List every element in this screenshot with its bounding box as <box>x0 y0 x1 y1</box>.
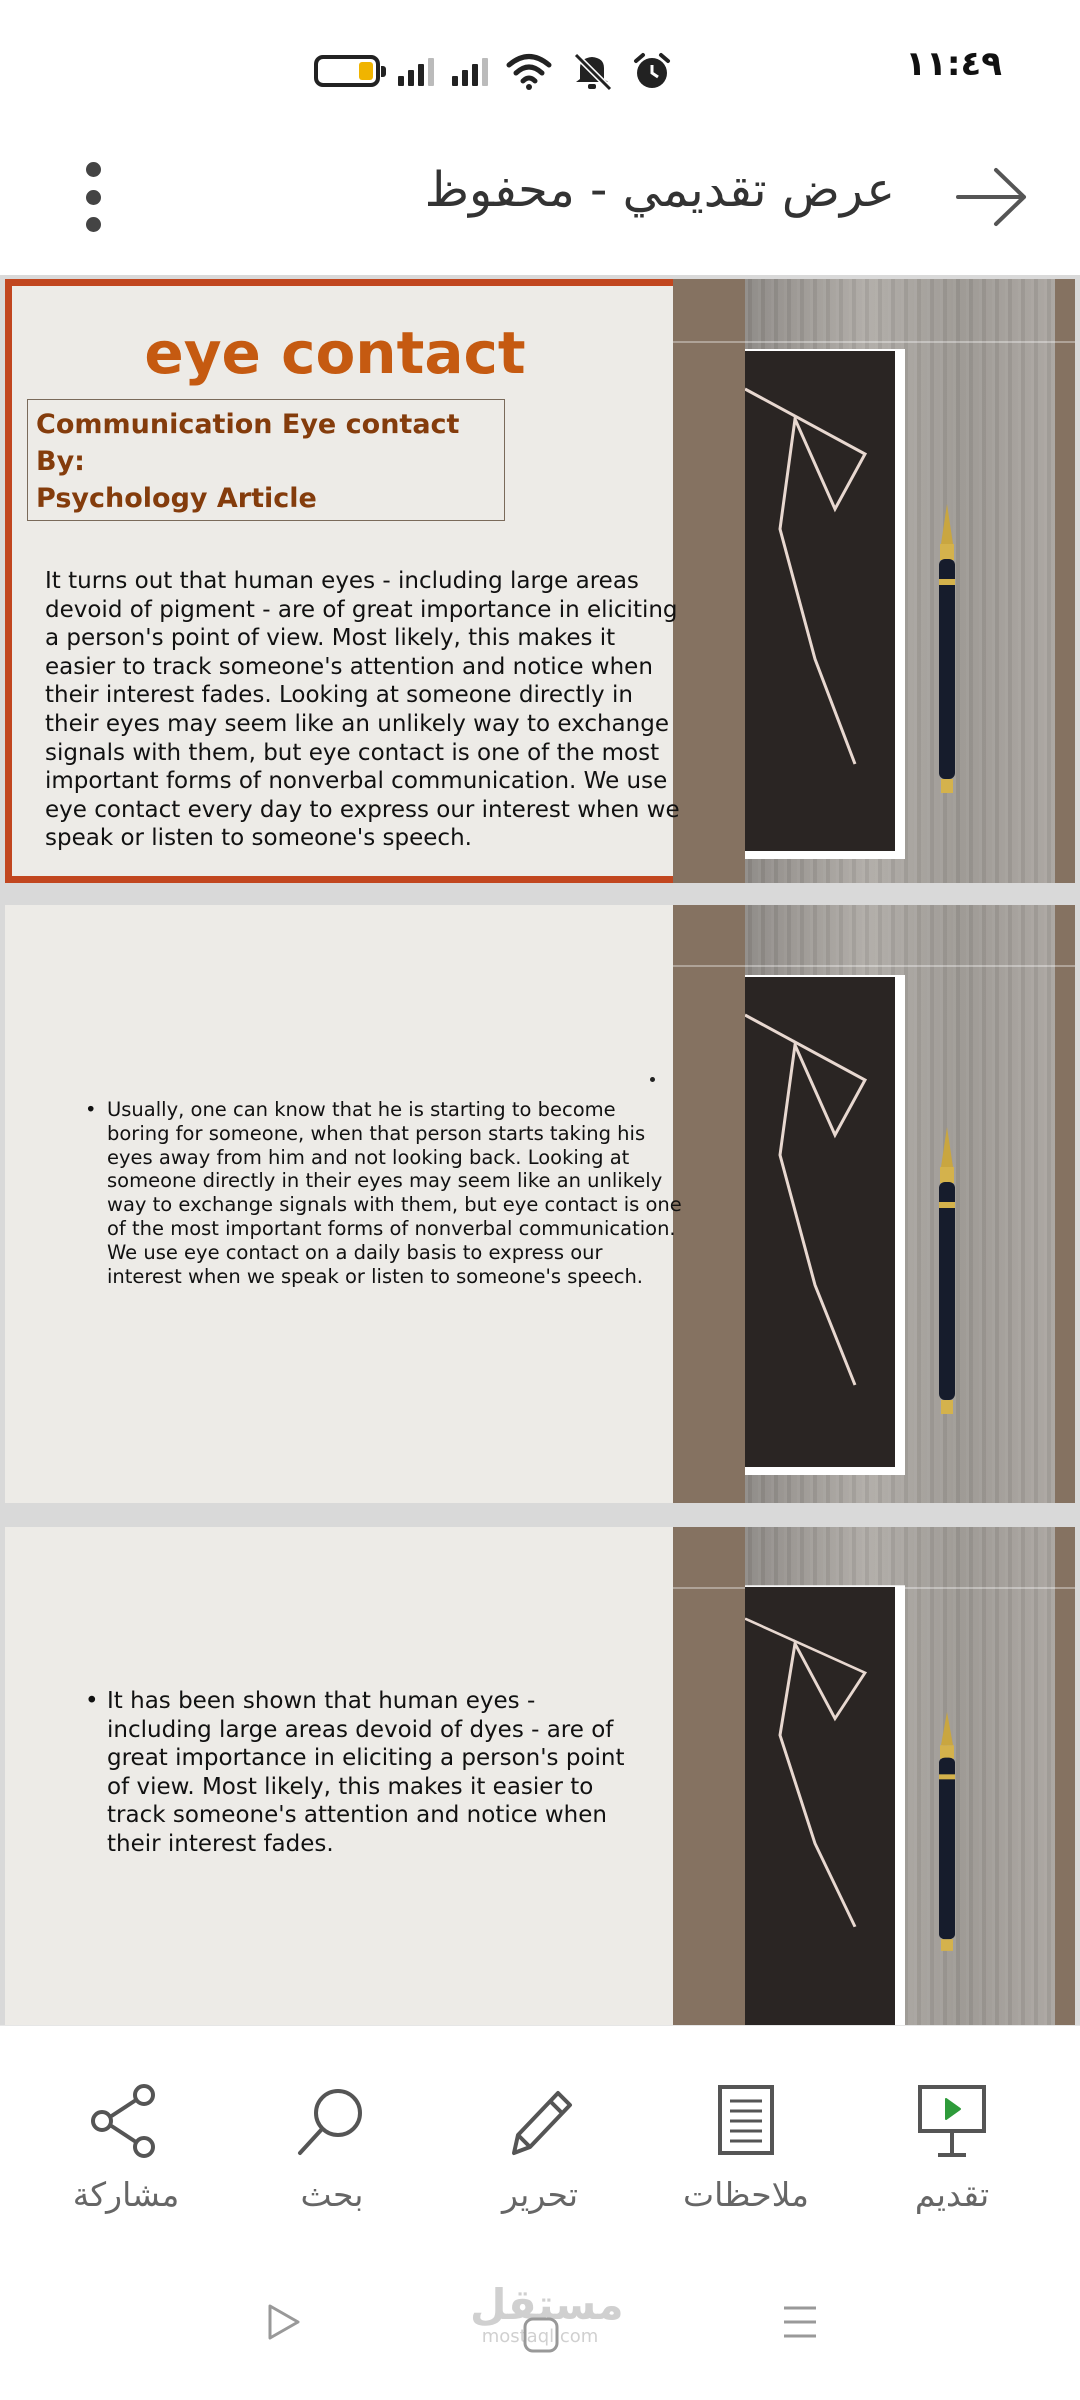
share-icon <box>86 2081 166 2161</box>
slide-subtitle-box <box>27 399 505 521</box>
system-nav-bar <box>0 2255 1080 2400</box>
slide-side-panel <box>673 905 1075 1503</box>
watermark-arabic: مستقل <box>470 2280 624 2329</box>
present-button[interactable] <box>862 2081 1042 2214</box>
subtitle-line: Psychology Article <box>36 483 317 514</box>
status-icons <box>314 50 672 92</box>
slide-bullet-text: • It has been shown that human eyes - including large areas devoid of dyes - are of great importance in eliciting a person's point of view. Most likely, this makes it easier to track someone's attention and notice when their interest fades. <box>107 1687 637 1859</box>
mute-icon <box>570 51 614 91</box>
share-label: مشاركة <box>72 2175 180 2214</box>
notes-button[interactable] <box>656 2081 836 2214</box>
slide-side-panel <box>673 279 1075 883</box>
notes-icon <box>706 2081 786 2161</box>
search-button[interactable] <box>242 2081 422 2214</box>
slide-title: eye contact <box>144 319 526 387</box>
recents-nav-icon[interactable] <box>778 2300 822 2344</box>
status-time: ١١:٤٩ <box>905 44 1002 84</box>
signal-icon <box>398 56 434 86</box>
status-bar <box>0 0 1080 130</box>
wifi-icon <box>506 52 552 90</box>
pencil-icon <box>500 2081 580 2161</box>
slide-side-panel <box>673 1527 1075 2025</box>
share-button[interactable] <box>36 2081 216 2214</box>
back-arrow-icon[interactable] <box>952 162 1032 232</box>
present-label: تقديم <box>914 2175 990 2214</box>
slide-list[interactable] <box>0 275 1080 2025</box>
document-title: عرض تقديمي - محفوظ <box>424 162 895 218</box>
edit-label: تحرير <box>501 2175 579 2214</box>
slide-bullet-text: • Usually, one can know that he is starting to become boring for someone, when that person starts taking his eyes away from him and not looking back. Looking at someone directly in their eyes may seem like an unlikely way to exchange signals with them, but eye contact is one of the most important forms of nonverbal communication. We use eye contact on a daily basis to express our interest when we speak or listen to someone's speech. <box>107 1098 683 1288</box>
watermark-latin: mostaql.com <box>481 2326 599 2347</box>
present-icon <box>912 2081 992 2161</box>
battery-icon <box>314 55 380 87</box>
signal-icon-2 <box>452 56 488 86</box>
slide-body-text: It turns out that human eyes - including large areas devoid of pigment - are of great importance in eliciting a person's point of view. Most likely, this makes it easier to track someone's attention and notice when their interest fades. Looking at someone directly in their eyes may seem like an unlikely way to exchange signals with them, but eye contact is one of the most important forms of nonverbal communication. We use eye contact every day to express our interest when we speak or listen to someone's speech. <box>45 568 680 852</box>
subtitle-line: Communication Eye contact <box>36 409 460 440</box>
more-options-icon[interactable] <box>76 162 110 232</box>
search-icon <box>292 2081 372 2161</box>
slide-thumbnail-2[interactable] <box>5 905 1075 1503</box>
notebook-pen-image <box>745 1527 1055 2025</box>
back-nav-icon[interactable] <box>262 2300 306 2344</box>
notebook-pen-image <box>745 279 1055 883</box>
slide-thumbnail-1[interactable] <box>5 279 1075 883</box>
bottom-toolbar <box>0 2025 1080 2255</box>
subtitle-line: By: <box>36 446 85 477</box>
notebook-pen-image <box>745 905 1055 1503</box>
home-nav-icon[interactable] <box>519 2313 563 2357</box>
alarm-icon <box>632 51 672 91</box>
edit-button[interactable] <box>450 2081 630 2214</box>
search-label: بحث <box>300 2175 364 2214</box>
slide-thumbnail-3[interactable] <box>5 1527 1075 2025</box>
app-bar <box>0 130 1080 260</box>
notes-label: ملاحظات <box>683 2175 809 2214</box>
